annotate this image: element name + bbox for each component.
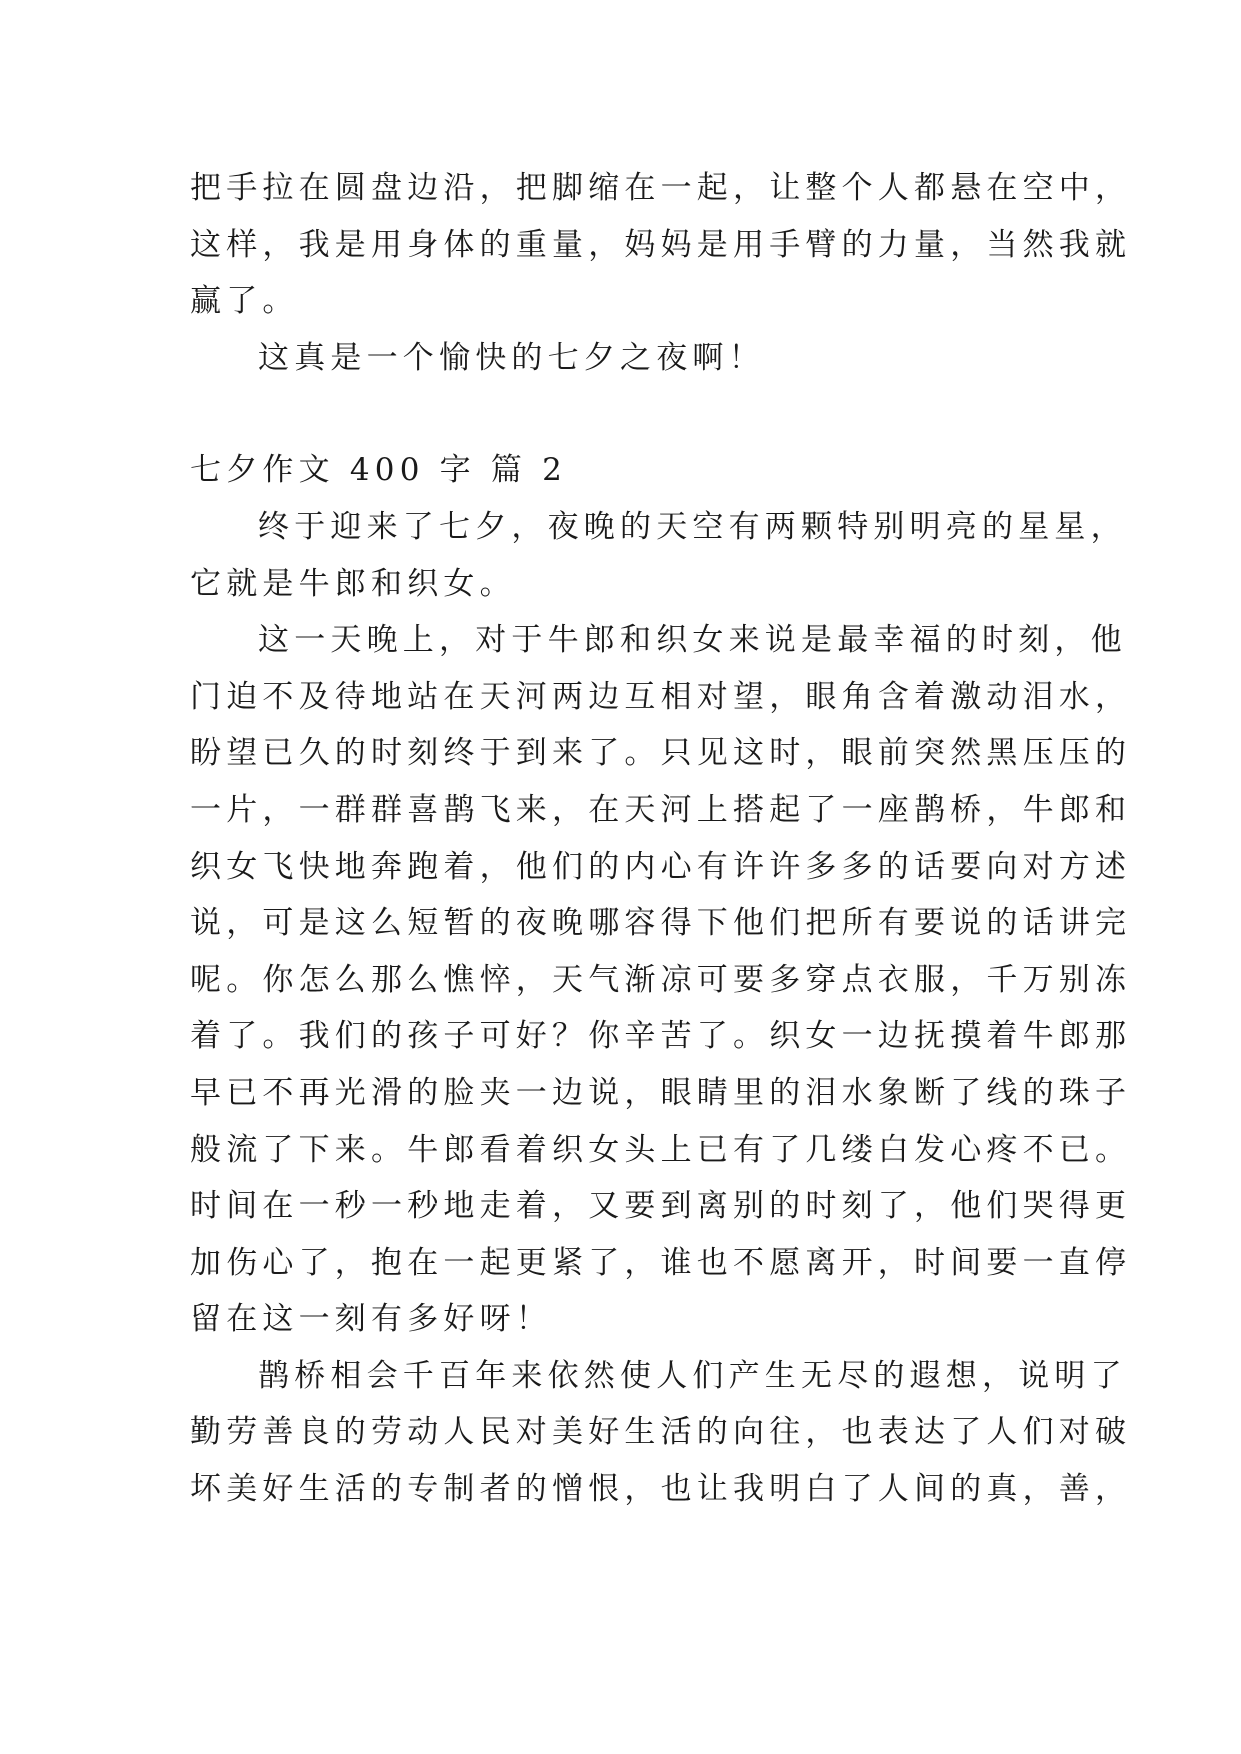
body-text-line: 着了。我们的孩子可好？你辛苦了。织女一边抚摸着牛郎那 xyxy=(190,1018,1132,1055)
document-page xyxy=(190,160,1132,1518)
body-text-line: 留在这一刻有多好呀！ xyxy=(190,1301,552,1338)
body-text-line: 说，可是这么短暂的夜晚哪容得下他们把所有要说的话讲完 xyxy=(190,905,1132,942)
paragraph-first-line: 鹊桥相会千百年来依然使人们产生无尽的遐想，说明了 xyxy=(258,1357,1127,1394)
body-text-line: 勤劳善良的劳动人民对美好生活的向往，也表达了人们对破 xyxy=(190,1414,1132,1451)
body-text-line: 织女飞快地奔跑着，他们的内心有许许多多的话要向对方述 xyxy=(190,848,1132,885)
section-heading: 七夕作文 400 字 篇 2 xyxy=(190,452,568,489)
body-text-line: 早已不再光滑的脸夹一边说，眼睛里的泪水象断了线的珠子 xyxy=(190,1074,1132,1111)
section-spacer xyxy=(190,386,1060,442)
paragraph-first-line: 终于迎来了七夕，夜晚的天空有两颗特别明亮的星星， xyxy=(258,508,1127,545)
body-text-line: 一片，一群群喜鹊飞来，在天河上搭起了一座鹊桥，牛郎和 xyxy=(190,791,1132,828)
body-text-line: 加伤心了，抱在一起更紧了，谁也不愿离开，时间要一直停 xyxy=(190,1244,1132,1281)
body-text-line: 赢了。 xyxy=(190,283,299,320)
body-text-line: 盼望已久的时刻终于到来了。只见这时，眼前突然黑压压的 xyxy=(190,735,1132,772)
paragraph-first-line: 这真是一个愉快的七夕之夜啊！ xyxy=(258,339,765,376)
body-text-line: 它就是牛郎和织女。 xyxy=(190,565,516,602)
body-text-line: 把手拉在圆盘边沿，把脚缩在一起，让整个人都悬在空中， xyxy=(190,170,1132,206)
body-text-line: 这样，我是用身体的重量，妈妈是用手臂的力量，当然我就 xyxy=(190,226,1132,263)
body-text-line: 门迫不及待地站在天河两边互相对望，眼角含着激动泪水， xyxy=(190,678,1132,715)
paragraph-first-line: 这一天晚上，对于牛郎和织女来说是最幸福的时刻，他 xyxy=(258,622,1127,659)
body-text-line: 呢。你怎么那么憔悴，天气渐凉可要多穿点衣服，千万别冻 xyxy=(190,961,1132,998)
body-text-line: 时间在一秒一秒地走着，又要到离别的时刻了，他们哭得更 xyxy=(190,1188,1132,1225)
body-text-line: 般流了下来。牛郎看着织女头上已有了几缕白发心疼不已。 xyxy=(190,1131,1132,1168)
body-text-line: 坏美好生活的专制者的憎恨，也让我明白了人间的真，善， xyxy=(190,1471,1132,1508)
